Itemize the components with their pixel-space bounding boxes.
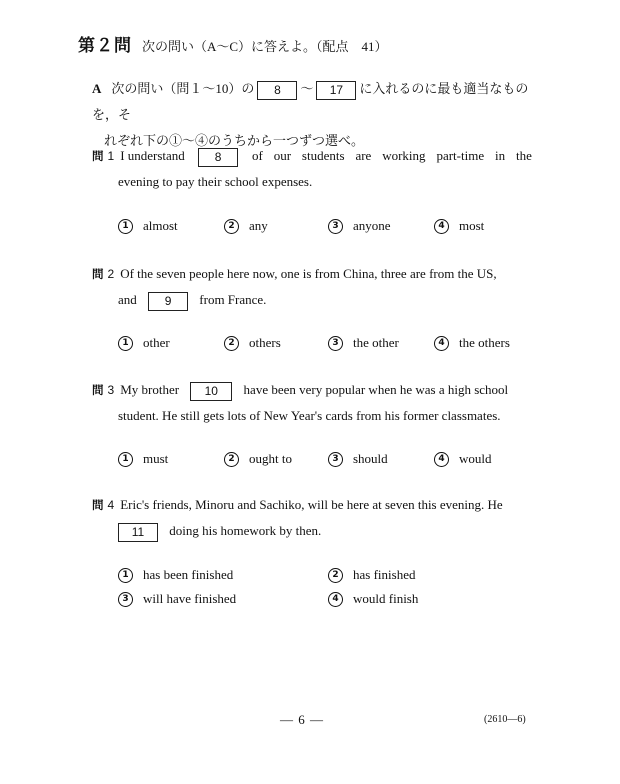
option-text: most: [459, 218, 485, 233]
question-text: Eric's friends, Minoru and Sachiko, will be here at seven this evening. He: [120, 497, 503, 512]
question-word: our: [273, 148, 292, 163]
option-1[interactable]: [118, 335, 170, 351]
option-text: would: [459, 451, 492, 466]
circled-2-marker: 2: [328, 568, 343, 583]
question-word: in: [494, 148, 506, 163]
circled-4-marker: 4: [434, 336, 449, 351]
option-text: almost: [143, 218, 178, 233]
answer-blank-11: 11: [118, 523, 158, 542]
option-text: other: [143, 335, 170, 350]
option-2[interactable]: [224, 451, 292, 467]
section-number: 第２問: [78, 36, 132, 56]
question-label: 問: [92, 498, 104, 512]
question-text: have been very popular when he was a high school: [243, 382, 509, 397]
circled-4-marker: 4: [328, 592, 343, 607]
question-2-line1: [92, 261, 532, 287]
option-3[interactable]: [328, 335, 399, 351]
question-word: are: [355, 148, 372, 163]
option-text: the others: [459, 335, 510, 350]
option-4[interactable]: [434, 218, 484, 234]
circled-4-marker: 4: [434, 219, 449, 234]
exam-code: (2610—6): [484, 714, 526, 725]
question-3-line2: student. He still gets lots of New Year's cards from his former classmates.: [118, 408, 501, 423]
question-text: Of the seven people here now, one is from China, three are from the US,: [120, 266, 497, 281]
option-4[interactable]: [328, 591, 418, 607]
option-text: has been finished: [143, 567, 234, 582]
question-word: the: [516, 148, 532, 163]
option-4[interactable]: [434, 451, 492, 467]
part-a-label: A: [92, 81, 102, 96]
question-2: [92, 261, 532, 313]
circled-3-marker: 3: [328, 336, 343, 351]
circled-4-marker: 4: [434, 452, 449, 467]
option-text: the other: [353, 335, 399, 350]
question-word: working: [382, 148, 426, 163]
question-2-line2: [92, 287, 532, 313]
answer-blank-8: 8: [198, 148, 238, 167]
option-text: must: [143, 451, 169, 466]
question-1: [92, 143, 532, 195]
option-1[interactable]: [118, 451, 168, 467]
question-4: [92, 492, 532, 544]
question-number: 4: [107, 498, 115, 512]
question-number: 3: [107, 383, 115, 397]
intro-text-post: に入れるのに最も適当なものを，そ: [92, 81, 529, 122]
intro-text-pre: 次の問い（問１〜10）の: [111, 81, 255, 96]
section-instruction: 次の問い（A〜C）に答えよ。（配点 41）: [142, 39, 388, 54]
circled-2-marker: 2: [224, 336, 239, 351]
page-number: — 6 —: [280, 712, 324, 727]
question-text: from France.: [199, 292, 267, 307]
question-text: doing his homework by then.: [169, 523, 322, 538]
option-text: anyone: [353, 218, 391, 233]
circled-1-marker: 1: [118, 219, 133, 234]
circled-1-marker: 1: [118, 568, 133, 583]
question-3: [92, 377, 532, 429]
answer-blank-9: 9: [148, 292, 188, 311]
option-1[interactable]: [118, 567, 233, 583]
question-word: of: [251, 148, 263, 163]
option-1[interactable]: [118, 218, 178, 234]
option-2[interactable]: [224, 335, 281, 351]
question-1-line2: evening to pay their school expenses.: [118, 174, 313, 189]
circled-1-marker: 1: [118, 452, 133, 467]
intro-text-line2: れぞれ下の①〜④のうちから一つずつ選べ。: [104, 133, 365, 148]
option-text: ought to: [249, 451, 292, 466]
option-2[interactable]: [224, 218, 268, 234]
circled-1-marker: 1: [118, 336, 133, 351]
question-label: 問: [92, 267, 104, 281]
intro-tilde: 〜: [300, 81, 314, 96]
question-label: 問: [92, 149, 104, 163]
option-text: would finish: [353, 591, 419, 606]
question-1-line1: [92, 143, 532, 169]
circled-3-marker: 3: [328, 452, 343, 467]
question-word: students: [301, 148, 345, 163]
question-label: 問: [92, 383, 104, 397]
option-3[interactable]: [118, 591, 236, 607]
question-4-line2: [92, 518, 532, 544]
question-text: and: [118, 292, 137, 307]
circled-2-marker: 2: [224, 219, 239, 234]
question-text: I understand: [120, 148, 185, 163]
option-3[interactable]: [328, 451, 388, 467]
option-text: has finished: [353, 567, 416, 582]
question-3-line1: [92, 377, 532, 403]
circled-3-marker: 3: [328, 219, 343, 234]
answer-blank-10: 10: [190, 382, 232, 401]
option-text: any: [249, 218, 268, 233]
answer-box-start: 8: [257, 81, 297, 100]
option-text: will have finished: [143, 591, 237, 606]
option-text: should: [353, 451, 388, 466]
option-3[interactable]: [328, 218, 391, 234]
section-header: [78, 31, 388, 56]
answer-box-end: 17: [316, 81, 356, 100]
option-4[interactable]: [434, 335, 510, 351]
circled-3-marker: 3: [118, 592, 133, 607]
question-word: part-time: [436, 148, 485, 163]
question-number: 1: [107, 149, 115, 163]
option-text: others: [249, 335, 281, 350]
question-number: 2: [107, 267, 115, 281]
question-4-line1: [92, 492, 532, 518]
circled-2-marker: 2: [224, 452, 239, 467]
question-text: My brother: [120, 382, 180, 397]
option-2[interactable]: [328, 567, 415, 583]
